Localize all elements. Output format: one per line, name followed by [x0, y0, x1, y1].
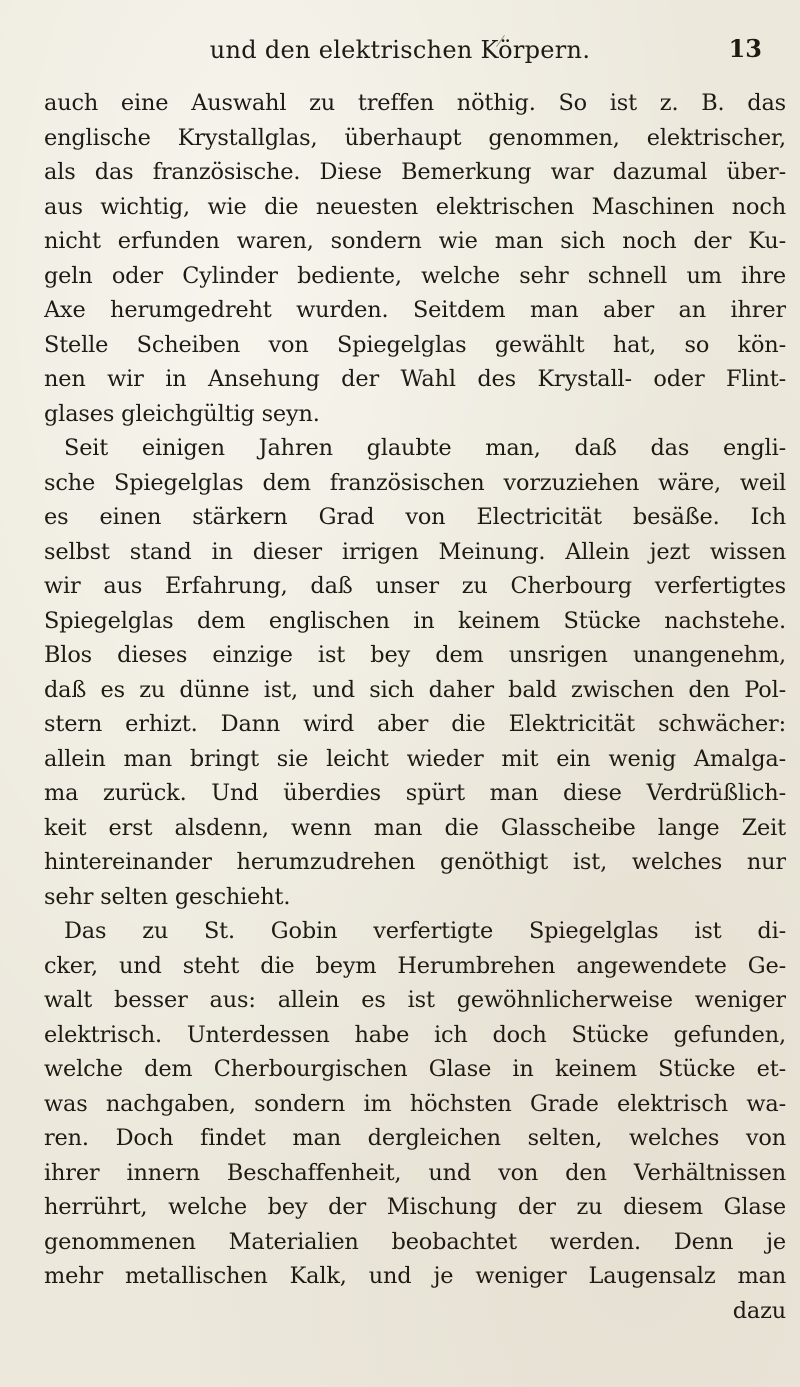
text-line: keit erst alsdenn, wenn man die Glasscheibe lange Zeit [44, 814, 786, 841]
text-line: sehr selten geschieht. [44, 883, 291, 910]
page-header [0, 34, 800, 74]
text-line: glases gleichgültig seyn. [44, 400, 320, 427]
text-line: Axe herumgedreht wurden. Seitdem man aber an ihrer [44, 297, 786, 323]
text-line: wir aus Erfahrung, daß unser zu Cherbourg verfertigtes [44, 573, 786, 599]
text-line: ihrer innern Beschaffenheit, und von den Verhältnissen [44, 1159, 786, 1186]
text-line: herrührt, welche bey der Mischung der zu diesem Glase [44, 1194, 786, 1220]
page-number: 13 [728, 34, 762, 63]
text-line: aus wichtig, wie die neuesten elektrischen Maschinen noch [44, 193, 786, 220]
text-line: cker, und steht die beym Herumbrehen angewendete Ge- [44, 952, 786, 979]
text-line: ma zurück. Und überdies spürt man diese Verdrüßlich- [44, 780, 786, 806]
text-line: elektrisch. Unterdessen habe ich doch Stücke gefunden, [44, 1021, 786, 1048]
text-line: Spiegelglas dem englischen in keinem Stücke nachstehe. [44, 607, 786, 634]
text-line: genommenen Materialien beobachtet werden. Denn je [44, 1228, 786, 1255]
text-line: Stelle Scheiben von Spiegelglas gewählt hat, so kön- [44, 331, 786, 358]
text-line: auch eine Auswahl zu treffen nöthig. So ist z. B. das [44, 90, 786, 116]
text-line: ren. Doch findet man dergleichen selten, welches von [44, 1125, 786, 1151]
text-line: welche dem Cherbourgischen Glase in keinem Stücke et- [44, 1056, 786, 1082]
text-line: englische Krystallglas, überhaupt genommen, elektrischer, [44, 124, 786, 151]
text-line: Blos dieses einzige ist bey dem unsrigen unangenehm, [44, 642, 786, 668]
text-line: es einen stärkern Grad von Electricität besäße. Ich [44, 504, 786, 530]
text-line: Seit einigen Jahren glaubte man, daß das engli- [64, 435, 786, 461]
text-line: nicht erfunden waren, sondern wie man sich noch der Ku- [44, 228, 786, 254]
text-line: als das französische. Diese Bemerkung war dazumal über- [44, 159, 786, 185]
text-line: Das zu St. Gobin verfertigte Spiegelglas ist di- [64, 918, 786, 944]
text-line: allein man bringt sie leicht wieder mit ein wenig Amalga- [44, 745, 786, 772]
text-line: geln oder Cylinder bediente, welche sehr schnell um ihre [44, 262, 786, 289]
text-line: mehr metallischen Kalk, und je weniger Laugensalz man [44, 1263, 786, 1289]
body-text [44, 86, 786, 1328]
text-line: sche Spiegelglas dem französischen vorzuziehen wäre, weil [44, 469, 786, 496]
running-head: und den elektrischen Körpern. [209, 36, 591, 64]
text-line: hintereinander herumzudrehen genöthigt ist, welches nur [44, 849, 786, 875]
text-line: daß es zu dünne ist, und sich daher bald zwischen den Pol- [44, 676, 786, 703]
text-line: nen wir in Ansehung der Wahl des Krystall- oder Flint- [44, 366, 786, 392]
text-line: stern erhizt. Dann wird aber die Elektricität schwächer: [44, 711, 786, 737]
catchword: dazu [732, 1297, 786, 1324]
text-line: was nachgaben, sondern im höchsten Grade elektrisch wa- [44, 1090, 786, 1117]
text-line: selbst stand in dieser irrigen Meinung. Allein jezt wissen [44, 538, 786, 565]
text-line: walt besser aus: allein es ist gewöhnlicherweise weniger [44, 987, 786, 1013]
